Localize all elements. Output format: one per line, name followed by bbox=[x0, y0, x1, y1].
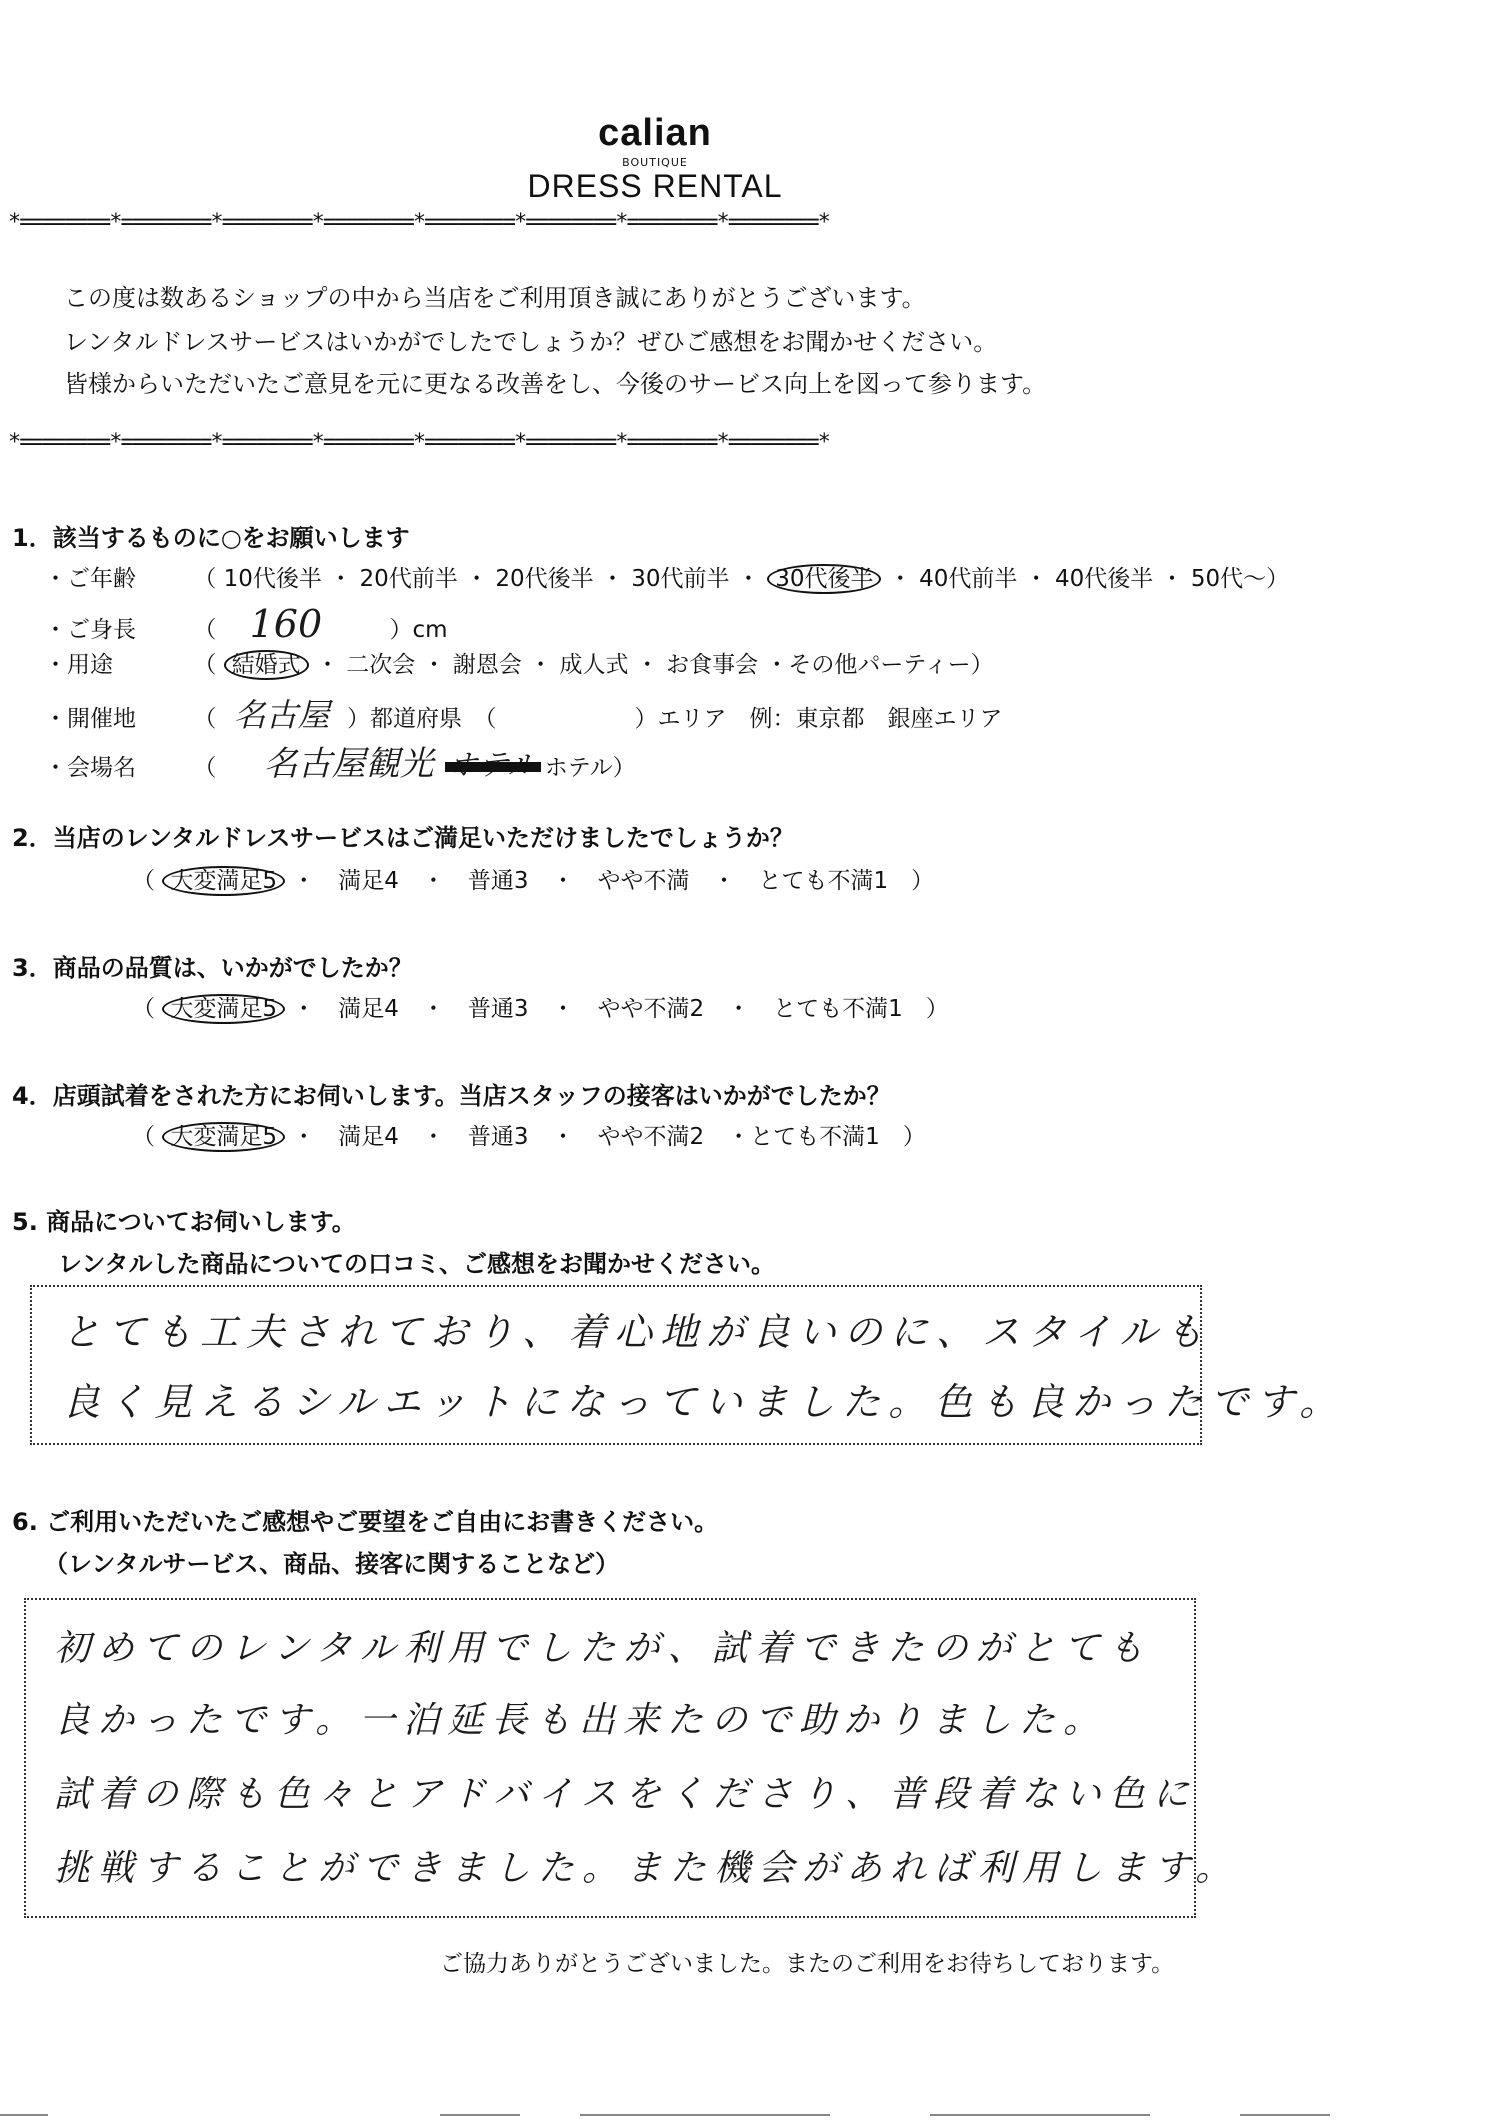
location-open-paren: （ bbox=[193, 706, 217, 732]
divider-bottom: *========*========*========*========*========*========*========*========* bbox=[8, 430, 829, 455]
age-open-paren: （ bbox=[193, 566, 217, 592]
q6-answer-line-3: 試着の際も色々とアドバイスをくださり、普段着ない色に bbox=[54, 1774, 1197, 1815]
age-selected-option[interactable]: 30代後半 bbox=[767, 564, 881, 594]
brand-logo: calian bbox=[598, 112, 712, 154]
q4-options-after: ・ 満足4 ・ 普通3 ・ やや不満2 ・とても不満1 ） bbox=[292, 1124, 926, 1150]
intro-line-2: レンタルドレスサービスはいかがでしたでしょうか？ぜひご感想をお聞かせください。 bbox=[64, 328, 998, 356]
scan-mark-4 bbox=[1240, 2114, 1330, 2116]
q6-title: 6. ご利用いただいたご感想やご要望をご自由にお書きください。 bbox=[12, 1508, 719, 1536]
q4-selected-option[interactable]: 大変満足5 bbox=[162, 1122, 285, 1152]
divider-top: *========*========*========*========*========*========*========*========* bbox=[8, 210, 829, 235]
purpose-open-paren: （ bbox=[193, 652, 217, 678]
q4-title: 4．店頭試着をされた方にお伺いします。当店スタッフの接客はいかがでしたか？ bbox=[12, 1082, 891, 1110]
q5-title: 5. 商品についてお伺いします。 bbox=[12, 1208, 356, 1236]
height-close-unit: ）cm bbox=[389, 617, 448, 643]
q3-options bbox=[132, 990, 949, 1023]
scan-mark-left bbox=[0, 2114, 48, 2116]
footer-thanks: ご協力ありがとうございました。またのご利用をお待ちしております。 bbox=[440, 1951, 1175, 1977]
scan-mark-1 bbox=[440, 2114, 520, 2116]
q4-open-paren: （ bbox=[132, 1124, 155, 1150]
q1-purpose-row bbox=[44, 646, 994, 679]
location-label: ・開催地 bbox=[44, 706, 136, 732]
scan-mark-2 bbox=[580, 2114, 830, 2116]
location-prefecture-area: ）都道府県 （ ）エリア 例：東京都 銀座エリア bbox=[346, 706, 1003, 732]
q1-title: 1．該当するものに○をお願いします bbox=[12, 524, 410, 552]
q2-options bbox=[132, 862, 934, 895]
age-options-after: ・ 40代前半 ・ 40代後半 ・ 50代～） bbox=[888, 566, 1290, 592]
document-title: DRESS RENTAL bbox=[527, 168, 783, 204]
venue-label: ・会場名 bbox=[44, 755, 136, 781]
q2-open-paren: （ bbox=[132, 868, 155, 894]
purpose-selected-option[interactable]: 結婚式 bbox=[224, 650, 309, 680]
height-open-paren: （ bbox=[193, 617, 217, 643]
venue-suffix: ホテル） bbox=[544, 755, 636, 781]
location-value-handwritten[interactable]: 名古屋 bbox=[233, 696, 330, 734]
q3-selected-option[interactable]: 大変満足5 bbox=[162, 994, 285, 1024]
q3-title: 3．商品の品質は、いかがでしたか？ bbox=[12, 954, 413, 982]
q2-options-after: ・ 満足4 ・ 普通3 ・ やや不満 ・ とても不満1 ） bbox=[292, 868, 935, 894]
scan-mark-3 bbox=[930, 2114, 1150, 2116]
height-value-handwritten[interactable]: 160 bbox=[249, 602, 323, 646]
intro-line-3: 皆様からいただいたご意見を元に更なる改善をし、今後のサービス向上を図って参ります。 bbox=[64, 370, 1047, 398]
q6-answer-box[interactable] bbox=[24, 1598, 1240, 1918]
q5-subtitle: レンタルした商品についての口コミ、ご感想をお聞かせください。 bbox=[58, 1250, 775, 1278]
q6-answer-line-1: 初めてのレンタル利用でしたが、試着できたのがとても bbox=[54, 1628, 1152, 1669]
intro-line-1: この度は数あるショップの中から当店をご利用頂き誠にありがとうございます。 bbox=[64, 284, 926, 312]
q6-subtitle: （レンタルサービス、商品、接客に関することなど） bbox=[44, 1550, 620, 1578]
venue-value-handwritten[interactable]: 名古屋観光 bbox=[263, 744, 434, 784]
q3-options-after: ・ 満足4 ・ 普通3 ・ やや不満2 ・ とても不満1 ） bbox=[292, 996, 949, 1022]
q2-selected-option[interactable]: 大変満足5 bbox=[162, 866, 285, 896]
q3-open-paren: （ bbox=[132, 996, 155, 1022]
purpose-label: ・用途 bbox=[44, 652, 113, 678]
age-options-before: 10代後半 ・ 20代前半 ・ 20代後半 ・ 30代前半 ・ bbox=[223, 566, 760, 592]
q5-answer-box[interactable] bbox=[30, 1285, 1346, 1445]
venue-open-paren: （ bbox=[193, 755, 217, 781]
q1-location-row bbox=[44, 690, 1002, 736]
strikethrough-scribble bbox=[445, 762, 542, 772]
q5-answer-line-1: とても工夫されており、着心地が良いのに、スタイルも bbox=[62, 1310, 1212, 1354]
q2-title: 2．当店のレンタルドレスサービスはご満足いただけましたでしょうか？ bbox=[12, 824, 794, 852]
brand-logo-subtitle: BOUTIQUE bbox=[622, 156, 688, 169]
age-label: ・ご年齢 bbox=[44, 566, 136, 592]
purpose-options-after: ・ 二次会 ・ 謝恩会 ・ 成人式 ・ お食事会 ・その他パーティー） bbox=[315, 652, 994, 678]
q6-answer-line-2: 良かったです。一泊延長も出来たので助かりました。 bbox=[54, 1700, 1108, 1741]
q1-venue-row bbox=[44, 736, 636, 785]
q1-height-row bbox=[44, 602, 448, 646]
q5-answer-line-2: 良く見えるシルエットになっていました。色も良かったです。 bbox=[62, 1380, 1346, 1424]
q6-answer-line-4: 挑戦することができました。また機会があれば利用します。 bbox=[54, 1848, 1240, 1889]
q4-options bbox=[132, 1118, 926, 1151]
height-label: ・ご身長 bbox=[44, 617, 136, 643]
q1-age-row bbox=[44, 560, 1289, 593]
venue-struck-text bbox=[449, 748, 538, 783]
